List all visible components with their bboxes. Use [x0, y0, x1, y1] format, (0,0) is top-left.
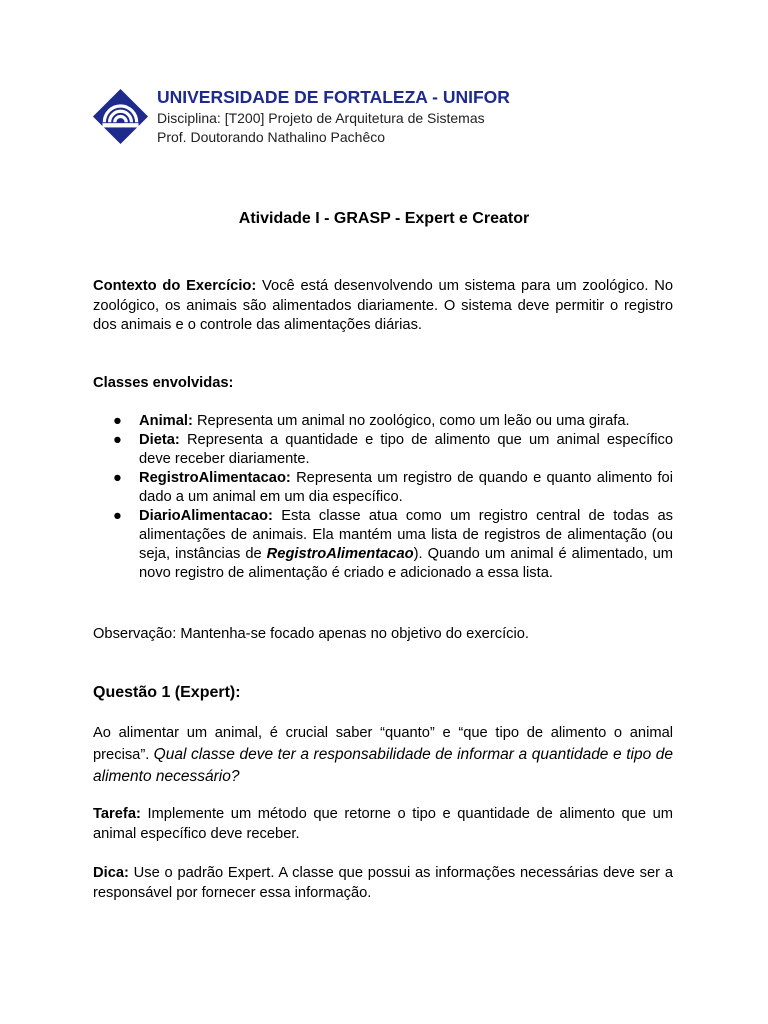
question1-question: Qual classe deve ter a responsabilidade de informar a quantidade e tipo de alimento necessário?: [93, 746, 673, 785]
list-item-dieta: [93, 431, 673, 469]
task-label: Tarefa:: [93, 806, 141, 822]
question1-intro: Ao alimentar um animal, é crucial saber “quanto” e “que tipo de alimento o animal precisa”.: [93, 725, 673, 763]
bullet-icon: ●: [113, 413, 122, 429]
classes-list: [93, 412, 673, 583]
class-emphasis: RegistroAlimentacao: [266, 546, 414, 562]
class-name: RegistroAlimentacao:: [139, 470, 291, 486]
class-description: Representa um registro de quando e quanto alimento foi dado a um animal em um dia específico.: [139, 470, 673, 505]
task-text: Implemente um método que retorne o tipo e quantidade de alimento que um animal específico deve receber.: [93, 806, 673, 842]
context-label: Contexto do Exercício:: [93, 278, 257, 294]
class-name: Dieta:: [139, 432, 180, 448]
class-description-end: ). Quando um animal é alimentado, um novo registro de alimentação é criado e adicionado a essa lista.: [139, 546, 673, 581]
class-description: Esta classe atua como um registro central de todas as alimentações de animais. Ela mantém uma lista de registros de alimentação (ou seja, instâncias de: [139, 508, 673, 562]
bullet-icon: ●: [113, 470, 122, 486]
list-item-animal: [93, 412, 673, 431]
context-text: Você está desenvolvendo um sistema para um zoológico. No zoológico, os animais são alimentados diariamente. O sistema deve permitir o registro dos animais e o controle das alimentações diárias.: [93, 278, 673, 333]
professor-line: Prof. Doutorando Nathalino Pachêco: [157, 129, 386, 145]
bullet-icon: ●: [113, 432, 122, 448]
discipline-line: Disciplina: [T200] Projeto de Arquitetura de Sistemas: [157, 110, 485, 126]
hint-text: Use o padrão Expert. A classe que possui as informações necessárias deve ser a responsável por fornecer essa informação.: [93, 865, 673, 901]
classes-heading: Classes envolvidas:: [93, 375, 234, 391]
question1-heading: Questão 1 (Expert):: [93, 684, 241, 701]
activity-title: Atividade I - GRASP - Expert e Creator: [238, 210, 530, 227]
list-item-registro-alimentacao: [93, 469, 673, 507]
task-paragraph: [93, 805, 673, 844]
hint-paragraph: [93, 864, 673, 903]
class-description: Representa a quantidade e tipo de alimento que um animal específico deve receber diariamente.: [139, 432, 673, 467]
class-description: Representa um animal no zoológico, como um leão ou uma girafa.: [192, 413, 630, 429]
bullet-icon: ●: [113, 508, 122, 524]
hint-label: Dica:: [93, 865, 129, 881]
list-item-diario-alimentacao: [93, 507, 673, 583]
observation-note: Observação: Mantenha-se focado apenas no objetivo do exercício.: [93, 626, 529, 642]
class-name: DiarioAlimentacao:: [139, 508, 273, 524]
question1-paragraph: [93, 723, 673, 788]
context-paragraph: [93, 277, 673, 336]
unifor-logo: [92, 88, 149, 145]
class-name: Animal:: [139, 413, 193, 429]
university-name: UNIVERSIDADE DE FORTALEZA - UNIFOR: [157, 87, 510, 107]
